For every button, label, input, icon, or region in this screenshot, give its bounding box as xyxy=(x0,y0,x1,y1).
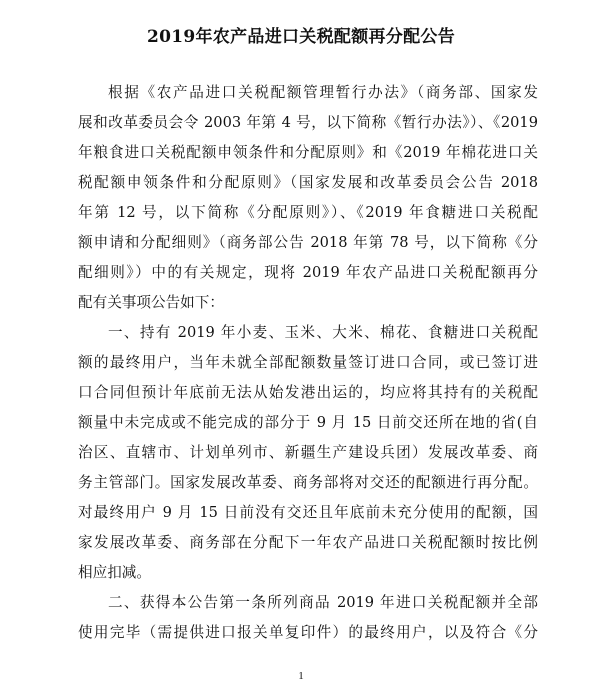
paragraph-1-line: 年第 12 号，以下简称《分配原则》）、《2019 年食糖进口关税配 xyxy=(78,204,538,221)
paragraph-2-line: 口合同但预计年底前无法从始发港出运的，均应将其持有的关税配 xyxy=(78,384,538,401)
paragraph-3-line: 使用完毕（需提供进口报关单复印件）的最终用户，以及符合《分 xyxy=(78,624,538,641)
paragraph-2-line: 额量中未完成或不能完成的部分于 9 月 15 日前交还所在地的省(自 xyxy=(78,414,538,431)
paragraph-3-line: 二、获得本公告第一条所列商品 2019 年进口关税配额并全部 xyxy=(108,594,538,611)
paragraph-1-line: 税配额申领条件和分配原则》（国家发展和改革委员会公告 2018 xyxy=(78,174,538,191)
paragraph-2-line: 家发展改革委、商务部在分配下一年农产品进口关税配额时按比例 xyxy=(78,534,538,551)
paragraph-1-line: 配有关事项公告如下： xyxy=(78,294,224,311)
page-number: 1 xyxy=(298,670,304,682)
paragraph-1-line: 额申请和分配细则》（商务部公告 2018 年第 78 号，以下简称《分 xyxy=(78,234,538,251)
paragraph-2-line: 治区、直辖市、计划单列市、新疆生产建设兵团）发展改革委、商 xyxy=(78,444,538,461)
paragraph-1-line: 年粮食进口关税配额申领条件和分配原则》和《2019 年棉花进口关 xyxy=(78,144,538,161)
document-title: 2019年农产品进口关税配额再分配公告 xyxy=(146,27,455,47)
paragraph-2-line: 额的最终用户，当年未就全部配额数量签订进口合同，或已签订进 xyxy=(78,354,538,371)
paragraph-2-line: 相应扣减。 xyxy=(78,564,151,581)
paragraph-1-line: 配细则》）中的有关规定，现将 2019 年农产品进口关税配额再分 xyxy=(78,264,538,281)
paragraph-1-line: 展和改革委员会令 2003 年第 4 号，以下简称《暂行办法》）、《2019 xyxy=(78,114,538,131)
paragraph-2-line: 对最终用户 9 月 15 日前没有交还且年底前未充分使用的配额，国 xyxy=(78,504,538,521)
paragraph-2-line: 一、持有 2019 年小麦、玉米、大米、棉花、食糖进口关税配 xyxy=(108,324,538,341)
document-body xyxy=(78,78,538,648)
paragraph-2-line: 务主管部门。国家发展改革委、商务部将对交还的配额进行再分配。 xyxy=(78,474,538,491)
paragraph-1-line: 根据《农产品进口关税配额管理暂行办法》（商务部、国家发 xyxy=(108,84,538,101)
